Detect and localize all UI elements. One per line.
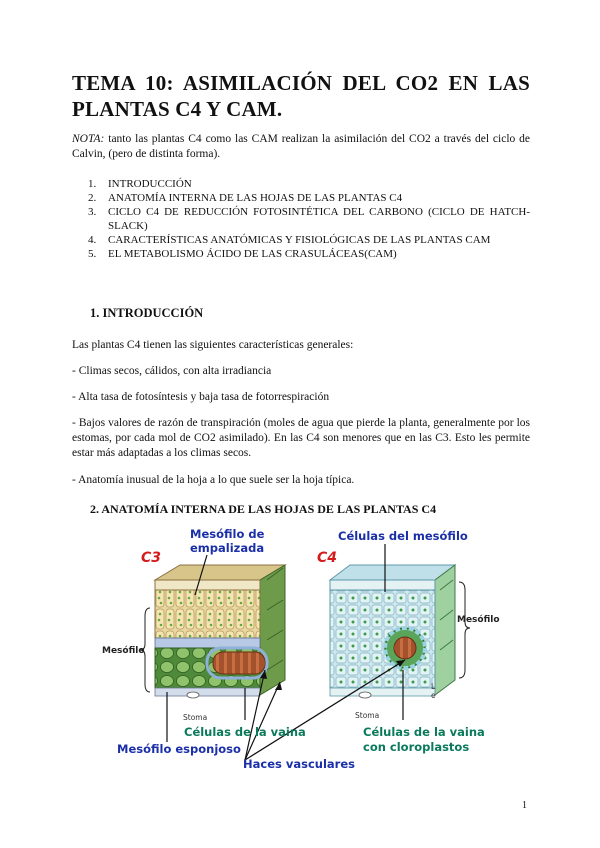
bullet-anatomy: - Anatomía inusual de la hoja a lo que suele ser la hoja típica. — [72, 474, 355, 486]
label-mesofilo-esponjoso: Mesófilo esponjoso — [117, 742, 241, 756]
toc-number: 5. — [88, 248, 97, 260]
toc-item — [88, 191, 530, 205]
toc-text: CARACTERÍSTICAS ANATÓMICAS Y FISIOLÓGICAS DE LAS PLANTAS CAM — [108, 234, 491, 246]
toc-number: 1. — [88, 178, 97, 190]
label-haces-vasculares: Haces vasculares — [243, 757, 355, 771]
bullet-photosynthesis: - Alta tasa de fotosíntesis y baja tasa de fotorrespiración — [72, 391, 330, 403]
label-mesofilo-right: Mesófilo — [457, 615, 500, 625]
toc-item — [88, 205, 530, 233]
right-mesophyll-bracket — [459, 582, 470, 678]
label-c4: C4 — [317, 550, 338, 566]
toc-number: 3. — [88, 206, 97, 218]
toc-text: INTRODUCCIÓN — [108, 178, 192, 190]
label-line: Células de la vaina — [363, 725, 485, 739]
document-title: TEMA 10: ASIMILACIÓN DEL CO2 EN LAS PLANTAS C4 Y CAM. — [72, 71, 530, 121]
bullet-transpiration: - Bajos valores de razón de transpiración (moles de agua que pierde la planta, generalmente por los estomas, por cada mol de CO2 asimilado). En las C4 son menores que en las C3. Esto les permite estar más adaptadas a los climas secos. — [72, 417, 530, 459]
label-celulas-mesofilo: Células del mesófilo — [338, 529, 468, 543]
label-celulas-vaina-cloroplastos — [363, 725, 485, 755]
toc-text: CICLO C4 DE REDUCCIÓN FOTOSINTÉTICA DEL CARBONO (CICLO DE HATCH-SLACK) — [108, 206, 530, 232]
bullet-climate: - Climas secos, cálidos, con alta irradiancia — [72, 365, 272, 377]
page-number: 1 — [522, 800, 527, 811]
label-mesofilo-left: Mesófilo — [102, 646, 145, 656]
toc-number: 2. — [88, 192, 97, 204]
note-label: NOTA: — [72, 133, 105, 145]
intro-paragraph: Las plantas C4 tienen las siguientes características generales: — [72, 339, 354, 351]
note-paragraph — [72, 132, 530, 162]
toc-text: EL METABOLISMO ÁCIDO DE LAS CRASULÁCEAS(CAM) — [108, 248, 397, 260]
label-line: con cloroplastos — [363, 740, 470, 754]
label-celulas-vaina: Células de la vaina — [184, 725, 306, 739]
toc-item — [88, 233, 530, 247]
label-edge-letters — [431, 682, 436, 700]
label-line: Mesófilo de — [190, 527, 265, 541]
label-c3: C3 — [141, 550, 162, 566]
table-of-contents — [88, 177, 530, 261]
toc-item — [88, 177, 530, 191]
note-text: tanto las plantas C4 como las CAM realizan la asimilación del CO2 a través del ciclo de Calvin, (pero de distinta forma). — [72, 133, 530, 160]
toc-number: 4. — [88, 234, 97, 246]
label-stoma-right: Stoma — [355, 711, 380, 720]
leaf-anatomy-figure — [95, 520, 525, 780]
toc-item — [88, 247, 530, 261]
label-mesofilo-empalizada — [190, 527, 264, 555]
toc-text: ANATOMÍA INTERNA DE LAS HOJAS DE LAS PLANTAS C4 — [108, 192, 403, 204]
section-1-heading: 1. INTRODUCCIÓN — [90, 306, 204, 320]
section-2-heading: 2. ANATOMÍA INTERNA DE LAS HOJAS DE LAS PLANTAS C4 — [90, 502, 437, 516]
c4-leaf-block — [330, 565, 455, 698]
edge-letter: e — [431, 691, 436, 700]
label-line: empalizada — [190, 541, 265, 555]
edge-letter: L — [431, 682, 436, 691]
label-stoma-left: Stoma — [183, 713, 208, 722]
